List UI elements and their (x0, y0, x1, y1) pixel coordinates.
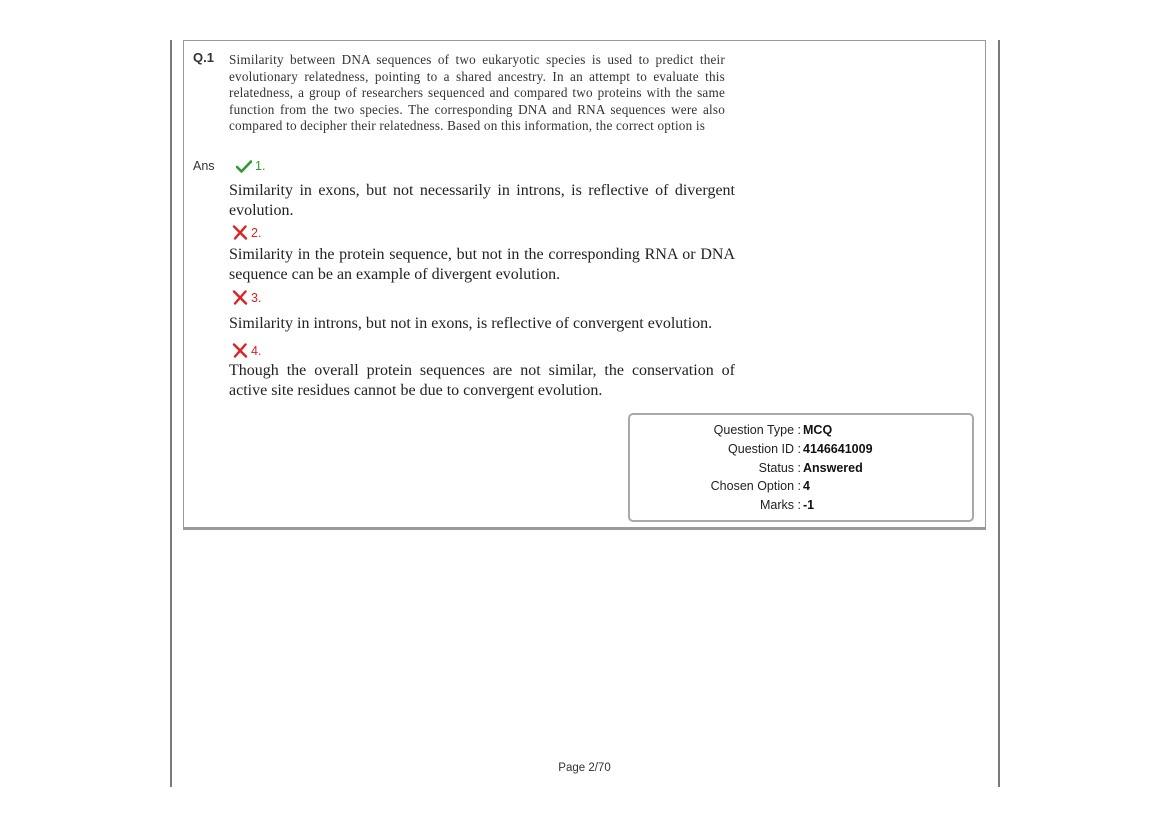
info-chosen-option-label: Chosen Option : (710, 479, 801, 493)
info-question-type (628, 423, 974, 441)
option-2-number: 2. (251, 225, 262, 240)
info-question-id-label: Question ID : (728, 442, 801, 456)
page-right-rule (998, 40, 1000, 787)
info-chosen-option (628, 479, 974, 497)
cross-icon (232, 290, 248, 305)
option-4-number: 4. (251, 343, 262, 358)
info-question-type-value: MCQ (803, 423, 833, 437)
cross-icon (232, 225, 248, 240)
info-question-type-label: Question Type : (713, 423, 801, 437)
option-3-text: Similarity in introns, but not in exons, is reflective of convergent evolution. (229, 315, 713, 332)
option-2-marker (232, 225, 261, 240)
info-status-label: Status : (758, 461, 801, 475)
info-marks (628, 498, 974, 516)
option-1-text: Similarity in exons, but not necessarily in introns, is reflective of divergent evolution. (229, 182, 735, 219)
info-question-id-value: 4146641009 (803, 442, 873, 456)
info-status-value: Answered (803, 461, 863, 475)
option-3-marker (232, 290, 261, 305)
check-icon (236, 160, 252, 173)
answer-label: Ans (193, 159, 215, 173)
cross-icon (232, 343, 248, 358)
option-1-number: 1. (255, 159, 266, 173)
option-4-marker (232, 343, 261, 358)
info-status (628, 461, 974, 479)
option-2-text: Similarity in the protein sequence, but not in the corresponding RNA or DNA sequence can be an example of divergent evolution. (229, 246, 735, 283)
option-4-text: Though the overall protein sequences are not similar, the conservation of active site residues cannot be due to convergent evolution. (229, 362, 735, 399)
info-marks-value: -1 (803, 498, 815, 512)
option-3-number: 3. (251, 290, 262, 305)
question-text: Similarity between DNA sequences of two eukaryotic species is used to predict their evolutionary relatedness, pointing to a shared ancestry. In an attempt to evaluate this relatedness, a group of researchers sequenced and compared two proteins with the same function from the two species. The corresponding DNA and RNA sequences were also compared to decipher their relatedness. Based on this information, the correct option is (229, 52, 725, 134)
option-1-marker (236, 159, 265, 173)
page-left-rule (170, 40, 172, 787)
info-question-id (628, 442, 974, 460)
info-chosen-option-value: 4 (803, 479, 810, 493)
info-marks-label: Marks : (760, 498, 801, 512)
page-number: Page 2/70 (558, 762, 611, 774)
question-number: Q.1 (193, 50, 214, 65)
